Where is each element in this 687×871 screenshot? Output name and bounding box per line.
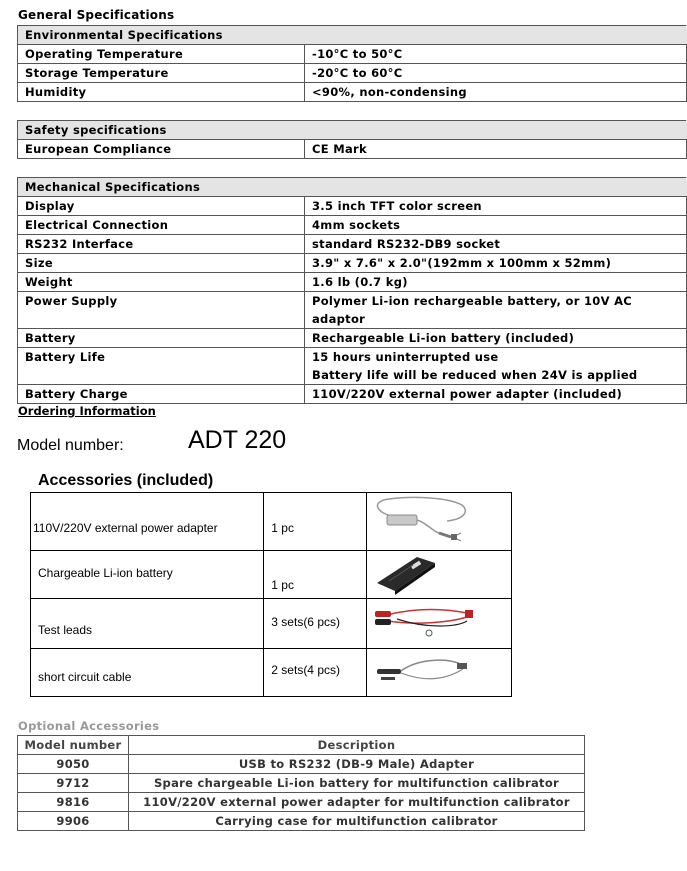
table-row <box>18 755 585 774</box>
spec-value: 110V/220V external power adapter (included) <box>305 385 687 404</box>
spec-row <box>18 292 687 329</box>
power-adapter-image <box>367 493 512 551</box>
spec-row <box>18 197 687 216</box>
spec-label: European Compliance <box>18 140 305 159</box>
spec-label: Battery Life <box>18 348 305 385</box>
mechanical-heading: Mechanical Specifications <box>18 178 687 197</box>
optional-model-number: 9712 <box>18 774 129 793</box>
general-specifications-heading: General Specifications <box>18 8 175 22</box>
spec-label: RS232 Interface <box>18 235 305 254</box>
spec-label: Size <box>18 254 305 273</box>
optional-description: Carrying case for multifunction calibrator <box>129 812 585 831</box>
accessory-name: short circuit cable <box>38 670 132 684</box>
accessory-qty: 2 sets(4 pcs) <box>271 663 340 677</box>
test-leads-image <box>367 599 512 649</box>
spec-row <box>18 45 687 64</box>
spec-label: Humidity <box>18 83 305 102</box>
spec-value-line: Battery life will be reduced when 24V is applied <box>312 368 638 382</box>
accessory-qty: 3 sets(6 pcs) <box>271 615 340 629</box>
spec-row <box>18 254 687 273</box>
accessory-name: Chargeable Li-ion battery <box>38 566 173 580</box>
optional-model-number: 9816 <box>18 793 129 812</box>
spec-row <box>18 140 687 159</box>
spec-label: Power Supply <box>18 292 305 329</box>
safety-specs-table <box>17 120 687 159</box>
table-row <box>18 774 585 793</box>
table-row <box>18 793 585 812</box>
optional-model-number: 9050 <box>18 755 129 774</box>
optional-accessories-table <box>17 735 585 831</box>
accessory-row <box>31 493 512 551</box>
spec-row <box>18 235 687 254</box>
table-header-row <box>18 736 585 755</box>
safety-heading: Safety specifications <box>18 121 687 140</box>
spec-label: Storage Temperature <box>18 64 305 83</box>
accessory-row <box>31 551 512 599</box>
accessory-name: Test leads <box>38 623 93 637</box>
model-number-value: ADT 220 <box>188 426 287 454</box>
spec-label: Battery Charge <box>18 385 305 404</box>
mechanical-specs-table <box>17 177 687 404</box>
spec-value: 4mm sockets <box>305 216 687 235</box>
accessories-table <box>30 492 512 697</box>
spec-row <box>18 83 687 102</box>
environmental-specs-table <box>17 25 687 102</box>
spec-value: 3.5 inch TFT color screen <box>305 197 687 216</box>
spec-value: CE Mark <box>305 140 687 159</box>
spec-label: Operating Temperature <box>18 45 305 64</box>
spec-row <box>18 348 687 385</box>
spec-value-multiline <box>305 348 687 385</box>
spec-value: -20°C to 60°C <box>305 64 687 83</box>
column-header-model: Model number <box>18 736 129 755</box>
spec-value: Polymer Li-ion rechargeable battery, or 10V AC adaptor <box>305 292 687 329</box>
environmental-heading: Environmental Specifications <box>18 26 687 45</box>
accessory-qty: 1 pc <box>271 578 294 592</box>
column-header-description: Description <box>129 736 585 755</box>
optional-description: Spare chargeable Li-ion battery for multifunction calibrator <box>129 774 585 793</box>
model-number-label: Model number: <box>17 437 124 454</box>
spec-value: <90%, non-condensing <box>305 83 687 102</box>
spec-label: Weight <box>18 273 305 292</box>
optional-description: USB to RS232 (DB-9 Male) Adapter <box>129 755 585 774</box>
spec-value-line: 15 hours uninterrupted use <box>312 350 499 364</box>
accessory-row <box>31 649 512 697</box>
spec-value: 3.9" x 7.6" x 2.0"(192mm x 100mm x 52mm) <box>305 254 687 273</box>
spec-row <box>18 216 687 235</box>
optional-accessories-heading: Optional Accessories <box>18 719 160 733</box>
spec-value: -10°C to 50°C <box>305 45 687 64</box>
spec-row <box>18 329 687 348</box>
spec-value: 1.6 lb (0.7 kg) <box>305 273 687 292</box>
table-row <box>18 812 585 831</box>
spec-value: Rechargeable Li-ion battery (included) <box>305 329 687 348</box>
accessories-heading: Accessories (included) <box>38 472 214 489</box>
battery-pack-image <box>367 551 512 599</box>
ordering-information-heading: Ordering Information <box>18 404 156 418</box>
spec-row <box>18 385 687 404</box>
optional-description: 110V/220V external power adapter for multifunction calibrator <box>129 793 585 812</box>
spec-value: standard RS232-DB9 socket <box>305 235 687 254</box>
short-circuit-cable-image <box>367 649 512 697</box>
accessory-qty: 1 pc <box>271 521 294 535</box>
spec-label: Display <box>18 197 305 216</box>
accessory-row <box>31 599 512 649</box>
spec-row <box>18 64 687 83</box>
optional-model-number: 9906 <box>18 812 129 831</box>
spec-row <box>18 273 687 292</box>
spec-label: Electrical Connection <box>18 216 305 235</box>
spec-label: Battery <box>18 329 305 348</box>
accessory-name: 110V/220V external power adapter <box>33 521 218 535</box>
